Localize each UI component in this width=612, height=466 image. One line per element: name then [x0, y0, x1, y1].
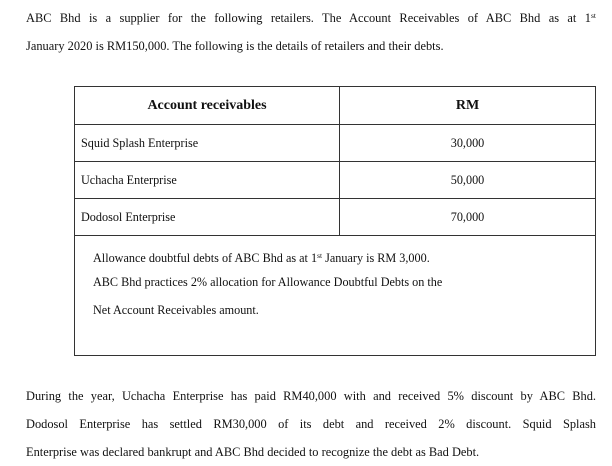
intro-line-2: January 2020 is RM150,000. The following is the details of retailers and their debts. — [26, 39, 444, 53]
row-name: Uchacha Enterprise — [75, 162, 340, 199]
note-line-2: ABC Bhd practices 2% allocation for Allowance Doubtful Debts on the — [93, 275, 443, 289]
intro-line-1 — [26, 4, 596, 32]
row-name: Squid Splash Enterprise — [75, 125, 340, 162]
receivables-table — [74, 86, 596, 356]
note-line-3: Net Account Receivables amount. — [93, 303, 259, 317]
table-note-row — [75, 236, 596, 356]
year-line-3: Enterprise was declared bankrupt and ABC Bhd decided to recognize the debt as Bad Debt. — [26, 445, 480, 459]
intro-line-1-text: ABC Bhd is a supplier for the following retailers. The Account Receivables of ABC Bhd as at 1 — [26, 11, 591, 25]
table-row — [75, 199, 596, 236]
row-amount: 50,000 — [340, 162, 596, 199]
table-row — [75, 162, 596, 199]
intro-superscript: st — [590, 11, 596, 20]
table-row — [75, 125, 596, 162]
year-line-1: During the year, Uchacha Enterprise has paid RM40,000 with and received 5% discount by ABC Bhd. — [26, 389, 596, 403]
intro-paragraph — [26, 4, 596, 60]
row-name: Dodosol Enterprise — [75, 199, 340, 236]
year-line-2: Dodosol Enterprise has settled RM30,000 of its debt and received 2% discount. Squid Splash — [26, 417, 596, 431]
header-account-receivables: Account receivables — [75, 87, 340, 125]
allowance-note — [75, 236, 596, 356]
note-line-1-after: January is RM 3,000. — [322, 251, 430, 265]
note-superscript: st — [317, 251, 323, 260]
table-header-row — [75, 87, 596, 125]
header-rm: RM — [340, 87, 596, 125]
row-amount: 70,000 — [340, 199, 596, 236]
year-events-paragraph — [26, 382, 596, 466]
row-amount: 30,000 — [340, 125, 596, 162]
note-line-1-before: Allowance doubtful debts of ABC Bhd as at 1 — [93, 251, 318, 265]
